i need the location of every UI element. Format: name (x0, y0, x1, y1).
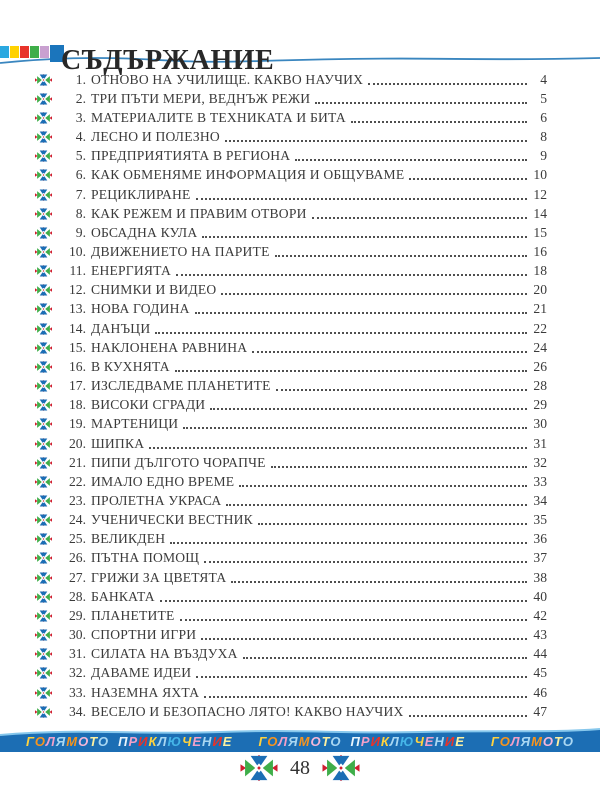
ornament-bullet-icon (35, 495, 52, 507)
item-title: ДВИЖЕНИЕТО НА ПАРИТЕ (91, 243, 270, 259)
item-page-number: 9 (540, 148, 547, 164)
dotted-leader (149, 447, 527, 449)
current-page-number: 48 (290, 756, 310, 779)
item-title: ДАНЪЦИ (91, 320, 151, 336)
item-page-number: 16 (533, 243, 547, 259)
item-title: ВЕСЕЛО И БЕЗОПАСНО ЛЯТО! КАКВО НАУЧИХ (91, 703, 404, 719)
footer-band-text (0, 734, 600, 749)
item-title: ШИПКА (91, 435, 145, 451)
dotted-leader (231, 581, 527, 583)
item-number: 17. (69, 378, 86, 394)
ornament-bullet-icon (35, 342, 52, 354)
item-page-number: 12 (533, 186, 547, 202)
dotted-leader (204, 696, 527, 698)
item-title: УЧЕНИЧЕСКИ ВЕСТНИК (91, 512, 253, 528)
dotted-leader (202, 236, 527, 238)
color-square (20, 46, 29, 58)
toc-row (35, 396, 547, 415)
toc-row (35, 262, 547, 281)
dotted-leader (239, 485, 527, 487)
item-page-number: 44 (533, 646, 547, 662)
color-square (30, 46, 39, 58)
item-number: 18. (69, 397, 86, 413)
item-title: ПРЕДПРИЯТИЯТА В РЕГИОНА (91, 148, 291, 164)
dotted-leader (160, 600, 527, 602)
dotted-leader (180, 619, 527, 621)
item-title: КАК ОБМЕНЯМЕ ИНФОРМАЦИЯ И ОБЩУВАМЕ (91, 167, 405, 183)
ornament-bullet-icon (35, 648, 52, 660)
item-number: 7. (75, 186, 86, 202)
item-number: 3. (75, 109, 86, 125)
item-page-number: 14 (533, 205, 547, 221)
item-page-number: 42 (533, 607, 547, 623)
item-number: 4. (75, 129, 86, 145)
color-square (0, 46, 9, 58)
color-squares (0, 45, 64, 58)
item-number: 23. (69, 493, 86, 509)
item-page-number: 18 (533, 263, 547, 279)
item-number: 10. (69, 243, 86, 259)
toc-row (35, 645, 547, 664)
band-word: ПРИКЛЮЧЕНИЕ (118, 734, 233, 749)
toc-row (35, 204, 547, 223)
page-title: СЪДЪРЖАНИЕ (61, 44, 275, 76)
toc-row (35, 568, 547, 587)
item-number: 20. (69, 435, 86, 451)
item-title: ПЛАНЕТИТЕ (91, 607, 175, 623)
toc-row (35, 511, 547, 530)
toc-row (35, 127, 547, 146)
dotted-leader (201, 638, 527, 640)
dotted-leader (155, 332, 527, 334)
ornament-bullet-icon (35, 131, 52, 143)
item-number: 24. (69, 512, 86, 528)
toc-row (35, 147, 547, 166)
item-page-number: 29 (533, 397, 547, 413)
dotted-leader (312, 217, 527, 219)
toc-row (35, 491, 547, 510)
item-number: 2. (75, 90, 86, 106)
dotted-leader (368, 83, 527, 85)
ornament-bullet-icon (35, 591, 52, 603)
item-title: ВЕЛИКДЕН (91, 531, 166, 547)
ornament-bullet-icon (35, 418, 52, 430)
item-title: НОВА ГОДИНА (91, 301, 190, 317)
item-title: НАКЛОНЕНА РАВНИНА (91, 339, 248, 355)
item-title: ДАВАМЕ ИДЕИ (91, 665, 192, 681)
ornament-bullet-icon (35, 457, 52, 469)
toc-row (35, 626, 547, 645)
item-number: 22. (69, 473, 86, 489)
toc-list (35, 70, 547, 721)
item-page-number: 6 (540, 109, 547, 125)
item-title: ВИСОКИ СГРАДИ (91, 397, 206, 413)
item-title: ОТНОВО НА УЧИЛИЩЕ. КАКВО НАУЧИХ (91, 71, 364, 87)
band-word: ГОЛЯМОТО (26, 734, 110, 749)
toc-row (35, 166, 547, 185)
item-page-number: 4 (540, 71, 547, 87)
item-title: БАНКАТА (91, 588, 155, 604)
item-page-number: 33 (533, 473, 547, 489)
toc-row (35, 281, 547, 300)
toc-row (35, 338, 547, 357)
item-title: ГРИЖИ ЗА ЦВЕТЯТА (91, 569, 227, 585)
item-title: РЕЦИКЛИРАНЕ (91, 186, 191, 202)
item-number: 9. (75, 224, 86, 240)
dotted-leader (204, 561, 527, 563)
item-page-number: 40 (533, 588, 547, 604)
toc-row (35, 453, 547, 472)
ornament-bullet-icon (35, 74, 52, 86)
ornament-left-icon (240, 755, 278, 781)
ornament-bullet-icon (35, 265, 52, 277)
dotted-leader (351, 121, 527, 123)
item-title: ПРОЛЕТНА УКРАСА (91, 493, 222, 509)
item-page-number: 37 (533, 550, 547, 566)
toc-row (35, 300, 547, 319)
toc-row (35, 185, 547, 204)
item-title: НАЗЕМНА ЯХТА (91, 684, 200, 700)
item-number: 28. (69, 588, 86, 604)
item-title: ЛЕСНО И ПОЛЕЗНО (91, 129, 220, 145)
toc-row (35, 377, 547, 396)
ornament-bullet-icon (35, 361, 52, 373)
ornament-bullet-icon (35, 476, 52, 488)
ornament-bullet-icon (35, 706, 52, 718)
item-number: 29. (69, 607, 86, 623)
dotted-leader (175, 370, 527, 372)
item-number: 11. (69, 263, 86, 279)
item-number: 25. (69, 531, 86, 547)
item-page-number: 8 (540, 129, 547, 145)
item-number: 15. (69, 339, 86, 355)
ornament-bullet-icon (35, 610, 52, 622)
item-title: В КУХНЯТА (91, 358, 170, 374)
item-number: 26. (69, 550, 86, 566)
ornament-bullet-icon (35, 227, 52, 239)
ornament-bullet-icon (35, 189, 52, 201)
dotted-leader (252, 351, 527, 353)
ornament-bullet-icon (35, 303, 52, 315)
item-title: ИЗСЛЕДВАМЕ ПЛАНЕТИТЕ (91, 378, 271, 394)
band-word: ПРИКЛЮЧЕНИЕ (350, 734, 465, 749)
toc-row (35, 223, 547, 242)
dotted-leader (275, 255, 527, 257)
toc-row (35, 606, 547, 625)
dotted-leader (195, 312, 527, 314)
dotted-leader (315, 102, 527, 104)
ornament-bullet-icon (35, 169, 52, 181)
toc-row (35, 434, 547, 453)
item-page-number: 10 (533, 167, 547, 183)
item-number: 34. (69, 703, 86, 719)
ornament-bullet-icon (35, 533, 52, 545)
ornament-bullet-icon (35, 150, 52, 162)
item-page-number: 5 (540, 90, 547, 106)
item-title: СПОРТНИ ИГРИ (91, 627, 197, 643)
item-title: ОБСАДНА КУЛА (91, 224, 198, 240)
item-page-number: 46 (533, 684, 547, 700)
item-number: 31. (69, 646, 86, 662)
item-page-number: 43 (533, 627, 547, 643)
item-title: СИЛАТА НА ВЪЗДУХА (91, 646, 238, 662)
item-title: МАТЕРИАЛИТЕ В ТЕХНИКАТА И БИТА (91, 109, 346, 125)
dotted-leader (276, 389, 527, 391)
dotted-leader (196, 676, 527, 678)
dotted-leader (409, 715, 528, 717)
item-title: ИМАЛО ЕДНО ВРЕМЕ (91, 473, 235, 489)
item-title: ЕНЕРГИЯТА (91, 263, 171, 279)
color-square (40, 46, 49, 58)
dotted-leader (295, 159, 527, 161)
toc-row (35, 530, 547, 549)
item-number: 1. (75, 71, 86, 87)
dotted-leader (271, 466, 527, 468)
toc-row (35, 242, 547, 261)
dotted-leader (226, 504, 527, 506)
item-number: 16. (69, 358, 86, 374)
toc-row (35, 549, 547, 568)
item-title: МАРТЕНИЦИ (91, 416, 179, 432)
ornament-bullet-icon (35, 246, 52, 258)
item-number: 32. (69, 665, 86, 681)
item-page-number: 47 (533, 703, 547, 719)
ornament-bullet-icon (35, 380, 52, 392)
item-page-number: 34 (533, 493, 547, 509)
item-number: 6. (75, 167, 86, 183)
item-title: СНИМКИ И ВИДЕО (91, 282, 217, 298)
ornament-bullet-icon (35, 629, 52, 641)
item-page-number: 35 (533, 512, 547, 528)
item-number: 27. (69, 569, 86, 585)
ornament-bullet-icon (35, 284, 52, 296)
item-title: ТРИ ПЪТИ МЕРИ, ВЕДНЪЖ РЕЖИ (91, 90, 311, 106)
toc-row (35, 108, 547, 127)
item-number: 30. (69, 627, 86, 643)
ornament-bullet-icon (35, 112, 52, 124)
dotted-leader (221, 293, 527, 295)
ornament-bullet-icon (35, 399, 52, 411)
item-page-number: 45 (533, 665, 547, 681)
band-word: ГОЛЯМОТО (258, 734, 342, 749)
item-page-number: 22 (533, 320, 547, 336)
ornament-bullet-icon (35, 323, 52, 335)
toc-row (35, 472, 547, 491)
item-page-number: 24 (533, 339, 547, 355)
ornament-bullet-icon (35, 514, 52, 526)
toc-row (35, 587, 547, 606)
item-number: 5. (75, 148, 86, 164)
dotted-leader (258, 523, 527, 525)
ornament-bullet-icon (35, 552, 52, 564)
item-number: 14. (69, 320, 86, 336)
band-word: ГОЛЯМОТО (490, 734, 574, 749)
item-page-number: 38 (533, 569, 547, 585)
toc-row (35, 664, 547, 683)
dotted-leader (225, 140, 527, 142)
item-page-number: 15 (533, 224, 547, 240)
item-number: 19. (69, 416, 86, 432)
item-page-number: 28 (533, 378, 547, 394)
item-number: 13. (69, 301, 86, 317)
dotted-leader (170, 542, 527, 544)
ornament-bullet-icon (35, 572, 52, 584)
ornament-bullet-icon (35, 438, 52, 450)
item-title: ПЪТНА ПОМОЩ (91, 550, 200, 566)
item-page-number: 31 (533, 435, 547, 451)
footer-band (0, 726, 600, 752)
dotted-leader (183, 427, 527, 429)
toc-row (35, 319, 547, 338)
page-number-footer (0, 755, 600, 781)
dotted-leader (243, 657, 527, 659)
ornament-bullet-icon (35, 93, 52, 105)
item-title: КАК РЕЖЕМ И ПРАВИМ ОТВОРИ (91, 205, 307, 221)
dotted-leader (409, 178, 527, 180)
dotted-leader (196, 198, 527, 200)
toc-row (35, 683, 547, 702)
dotted-leader (210, 408, 527, 410)
item-page-number: 32 (533, 454, 547, 470)
item-page-number: 36 (533, 531, 547, 547)
item-page-number: 21 (533, 301, 547, 317)
item-number: 8. (75, 205, 86, 221)
toc-row (35, 357, 547, 376)
toc-row (35, 702, 547, 721)
item-page-number: 26 (533, 358, 547, 374)
toc-row (35, 89, 547, 108)
item-number: 12. (69, 282, 86, 298)
toc-row (35, 415, 547, 434)
item-page-number: 20 (533, 282, 547, 298)
dotted-leader (176, 274, 527, 276)
item-title: ПИПИ ДЪЛГОТО ЧОРАПЧЕ (91, 454, 266, 470)
ornament-bullet-icon (35, 667, 52, 679)
ornament-right-icon (322, 755, 360, 781)
item-page-number: 30 (533, 416, 547, 432)
item-number: 21. (69, 454, 86, 470)
ornament-bullet-icon (35, 687, 52, 699)
color-square (10, 46, 19, 58)
item-number: 33. (69, 684, 86, 700)
ornament-bullet-icon (35, 208, 52, 220)
